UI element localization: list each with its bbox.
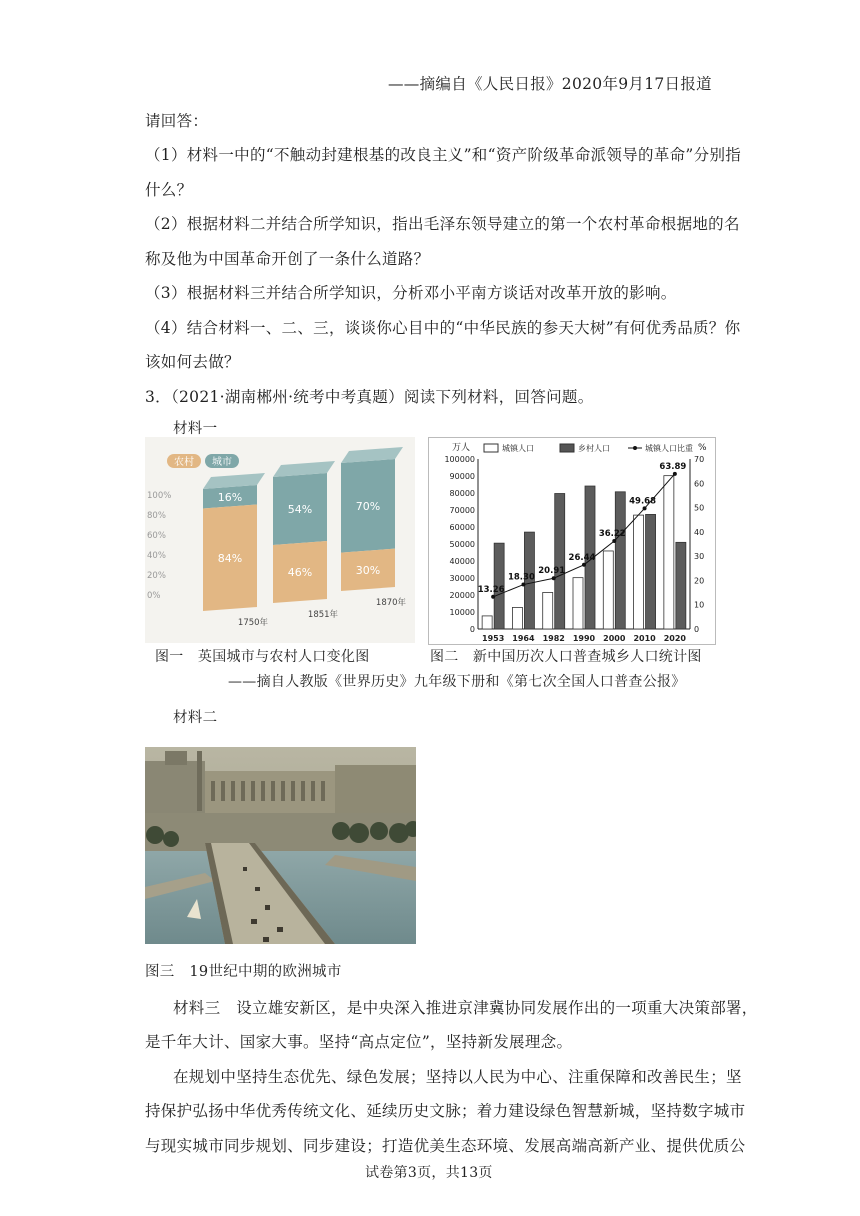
ratio-point-label: 63.89 bbox=[659, 461, 687, 472]
left-tick-label: 40000 bbox=[449, 557, 475, 566]
y-tick-label: 60% bbox=[147, 531, 166, 541]
ratio-point-label: 26.44 bbox=[568, 552, 596, 563]
ratio-point bbox=[521, 583, 525, 587]
ratio-point-label: 36.22 bbox=[598, 529, 626, 540]
x-category-label: 2000 bbox=[603, 634, 626, 643]
question-3: （3）根据材料三并结合所学知识，分析邓小平南方谈话对改革开放的影响。 bbox=[145, 284, 677, 302]
x-category-label: 2020 bbox=[663, 634, 686, 643]
material-3-line-3: 在规划中坚持生态优先、绿色发展；坚持以人民为中心、注重保障和改善民生；坚 bbox=[173, 1068, 742, 1086]
rural-value-label: 30% bbox=[355, 563, 381, 577]
right-tick-label: 30 bbox=[694, 552, 705, 562]
ratio-point bbox=[643, 506, 647, 510]
right-tick-label: 40 bbox=[694, 527, 705, 537]
right-tick-label: 50 bbox=[694, 503, 705, 513]
left-tick-label: 70000 bbox=[449, 506, 475, 515]
urban-bar bbox=[634, 515, 644, 629]
urban-bar bbox=[573, 578, 583, 629]
urban-bar bbox=[512, 607, 522, 629]
legend-urban-label: 城市 bbox=[212, 457, 232, 468]
x-category-label: 1982 bbox=[542, 634, 565, 643]
left-tick-label: 60000 bbox=[449, 523, 475, 532]
ratio-point bbox=[552, 576, 556, 580]
y-tick-label: 80% bbox=[147, 511, 166, 521]
urban-value-label: 70% bbox=[355, 499, 381, 513]
material-2-label: 材料二 bbox=[173, 710, 218, 726]
left-tick-label: 0 bbox=[469, 625, 475, 634]
city-bridge-illustration bbox=[145, 747, 416, 944]
right-tick-label: 0 bbox=[694, 625, 700, 634]
left-tick-label: 20000 bbox=[449, 591, 475, 600]
rural-bar bbox=[646, 514, 656, 629]
material-3-line-4: 持保护弘扬中华优秀传统文化、延续历史文脉；着力建设绿色智慧新城，坚持数字城市 bbox=[145, 1102, 746, 1120]
y-tick-label: 20% bbox=[147, 571, 166, 581]
ratio-point-label: 20.91 bbox=[538, 566, 566, 577]
left-tick-label: 10000 bbox=[449, 608, 475, 617]
left-tick-label: 80000 bbox=[449, 489, 475, 498]
rural-value-label: 84% bbox=[217, 551, 243, 565]
left-tick-label: 100000 bbox=[444, 455, 475, 464]
legend-rural-label: 农村 bbox=[174, 457, 194, 468]
left-axis-unit: 万人 bbox=[452, 443, 471, 453]
left-tick-label: 90000 bbox=[449, 472, 475, 481]
ratio-point-label: 18.30 bbox=[507, 572, 535, 583]
right-tick-label: 60 bbox=[694, 479, 705, 489]
q3-title: 3．（2021·湖南郴州·统考中考真题）阅读下列材料，回答问题。 bbox=[145, 388, 594, 406]
urban-bar bbox=[603, 551, 613, 629]
figure-1-chart bbox=[145, 437, 415, 643]
legend-rural-swatch bbox=[560, 444, 574, 452]
material-3-line-2: 是千年大计、国家大事。坚持“高点定位”，坚持新发展理念。 bbox=[145, 1033, 573, 1051]
legend-urban-swatch bbox=[484, 444, 498, 452]
answer-prompt: 请回答： bbox=[145, 112, 209, 130]
page-footer: 试卷第3页，共13页 bbox=[365, 1165, 493, 1181]
legend-urban-label: 城镇人口 bbox=[502, 444, 534, 453]
legend-ratio-label: 城镇人口比重 bbox=[645, 444, 693, 453]
ratio-point bbox=[612, 539, 616, 543]
ratio-point-label: 49.68 bbox=[629, 496, 657, 507]
material-3-line-5: 与现实城市同步规划、同步建设；打造优美生态环境、发展高端高新产业、提供优质公 bbox=[145, 1137, 746, 1155]
material-1-label: 材料一 bbox=[173, 421, 218, 437]
x-category-label: 2010 bbox=[633, 634, 656, 643]
ratio-point bbox=[491, 595, 495, 599]
rural-bar bbox=[676, 542, 686, 629]
urban-value-label: 16% bbox=[217, 490, 243, 504]
question-2-line-1: （2）根据材料二并结合所学知识，指出毛泽东领导建立的第一个农村革命根据地的名 bbox=[145, 215, 740, 233]
question-2-line-2: 称及他为中国革命开创了一条什么道路？ bbox=[145, 250, 430, 268]
x-category-label: 1953 bbox=[482, 634, 505, 643]
right-axis-unit: % bbox=[698, 443, 707, 453]
figure-3-european-city-photo bbox=[145, 747, 416, 944]
urban-value-label: 54% bbox=[287, 503, 313, 517]
x-category-label: 1750年 bbox=[237, 618, 269, 628]
ratio-point bbox=[582, 563, 586, 567]
rural-value-label: 46% bbox=[287, 566, 313, 580]
y-tick-label: 100% bbox=[147, 491, 172, 501]
figure-1-uk-population bbox=[145, 437, 415, 643]
figure-3-caption: 图三 19世纪中期的欧洲城市 bbox=[145, 964, 342, 980]
question-4-line-1: （4）结合材料一、二、三，谈谈你心目中的“中华民族的参天大树”有何优秀品质？你 bbox=[145, 319, 741, 337]
legend-line-marker bbox=[633, 446, 637, 450]
ratio-point bbox=[673, 472, 677, 476]
x-category-label: 1851年 bbox=[307, 610, 339, 620]
x-category-label: 1964 bbox=[512, 634, 535, 643]
rural-bar bbox=[555, 494, 565, 629]
urban-bar bbox=[482, 616, 492, 629]
urban-bar bbox=[543, 592, 553, 629]
x-category-label: 1870年 bbox=[375, 598, 407, 608]
figure-2-caption: 图二 新中国历次人口普查城乡人口统计图 bbox=[430, 649, 702, 665]
right-tick-label: 70 bbox=[694, 455, 705, 464]
figures-source: ——摘自人教版《世界历史》九年级下册和《第七次全国人口普查公报》 bbox=[228, 674, 686, 690]
left-tick-label: 30000 bbox=[449, 574, 475, 583]
figure-2-census-chart bbox=[428, 437, 716, 645]
x-category-label: 1990 bbox=[572, 634, 596, 643]
y-tick-label: 40% bbox=[147, 551, 166, 561]
legend-rural-label: 乡村人口 bbox=[578, 444, 610, 453]
rural-bar bbox=[615, 492, 625, 629]
question-4-line-2: 该如何去做？ bbox=[145, 353, 240, 371]
material-3-line-1: 材料三 设立雄安新区，是中央深入推进京津冀协同发展作出的一项重大决策部署， bbox=[173, 999, 758, 1017]
figure-1-caption: 图一 英国城市与农村人口变化图 bbox=[155, 649, 370, 665]
left-tick-label: 50000 bbox=[449, 540, 475, 549]
urban-bar bbox=[664, 476, 674, 629]
source-citation: ——摘编自《人民日报》2020年9月17日报道 bbox=[388, 75, 712, 93]
figure-2-chart bbox=[428, 437, 716, 645]
y-tick-label: 0% bbox=[147, 591, 161, 601]
ratio-point-label: 13.26 bbox=[477, 584, 505, 595]
question-1-line-2: 什么？ bbox=[145, 181, 193, 199]
right-tick-label: 10 bbox=[694, 600, 705, 610]
right-tick-label: 20 bbox=[694, 576, 705, 586]
question-1-line-1: （1）材料一中的“不触动封建根基的改良主义”和“资产阶级革命派领导的革命”分别指 bbox=[145, 146, 742, 164]
